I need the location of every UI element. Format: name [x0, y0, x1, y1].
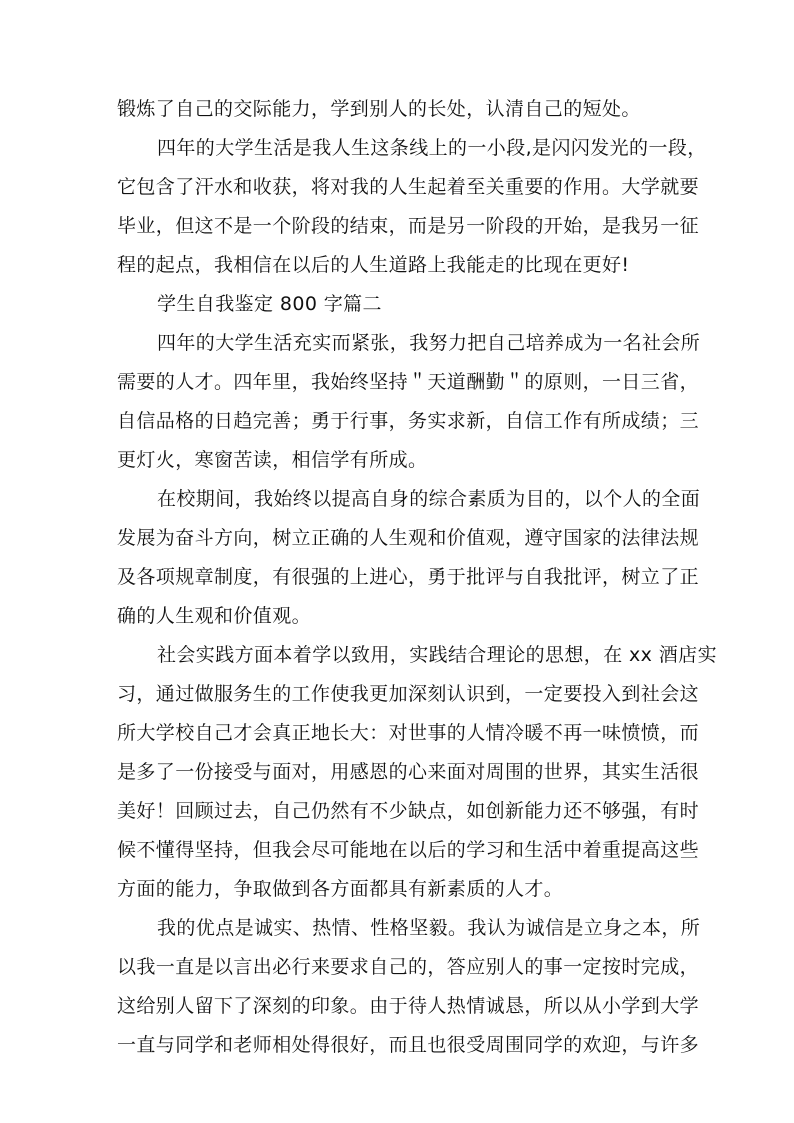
text-line: 所大学校自己才会真正地长大：对世事的人情冷暖不再一味愤愤，而	[117, 722, 700, 744]
text-line: 毕业，但这不是一个阶段的结束，而是另一阶段的开始，是我另一征	[117, 215, 700, 237]
text-line: 程的起点，我相信在以后的人生道路上我能走的比现在更好!	[117, 254, 630, 276]
text-line: 需要的人才。四年里，我始终坚持＂天道酬勤＂的原则，一日三省，	[117, 371, 700, 393]
text-line: 锻炼了自己的交际能力，学到别人的长处，认清自己的短处。	[117, 98, 641, 120]
text-line: 候不懂得坚持，但我会尽可能地在以后的学习和生活中着重提高这些	[117, 839, 700, 861]
text-line: 确的人生观和价值观。	[117, 605, 312, 627]
text-line: 美好！回顾过去，自己仍然有不少缺点，如创新能力还不够强，有时	[117, 800, 700, 822]
text-line: 以我一直是以言出必行来要求自己的，答应别人的事一定按时完成，	[117, 956, 700, 978]
text-line: 自信品格的日趋完善；勇于行事，务实求新，自信工作有所成绩；三	[117, 410, 700, 432]
text-line: 它包含了汗水和收获，将对我的人生起着至关重要的作用。大学就要	[117, 176, 700, 198]
text-line: 是多了一份接受与面对，用感恩的心来面对周围的世界，其实生活很	[117, 761, 700, 783]
text-line: 习，通过做服务生的工作使我更加深刻认识到，一定要投入到社会这	[117, 683, 700, 705]
text-line: 更灯火，寒窗苦读，相信学有所成。	[117, 449, 428, 471]
text-line: 我的优点是诚实、热情、性格坚毅。我认为诚信是立身之本，所	[157, 917, 701, 939]
text-line: 方面的能力，争取做到各方面都具有新素质的人才。	[117, 878, 564, 900]
section-heading: 学生自我鉴定 800 字篇二	[157, 293, 382, 315]
text-line: 社会实践方面本着学以致用，实践结合理论的思想，在 xx 酒店实	[157, 644, 717, 666]
text-line: 一直与同学和老师相处得很好，而且也很受周围同学的欢迎，与许多	[117, 1034, 700, 1056]
text-line: 四年的大学生活充实而紧张，我努力把自己培养成为一名社会所	[157, 332, 701, 354]
text-line: 在校期间，我始终以提高自身的综合素质为目的，以个人的全面	[157, 488, 701, 510]
text-line: 及各项规章制度，有很强的上进心，勇于批评与自我批评，树立了正	[117, 566, 700, 588]
text-line: 这给别人留下了深刻的印象。由于待人热情诚恳，所以从小学到大学	[117, 995, 700, 1017]
text-line: 四年的大学生活是我人生这条线上的一小段,是闪闪发光的一段，	[157, 137, 707, 159]
text-line: 发展为奋斗方向，树立正确的人生观和价值观，遵守国家的法律法规	[117, 527, 700, 549]
